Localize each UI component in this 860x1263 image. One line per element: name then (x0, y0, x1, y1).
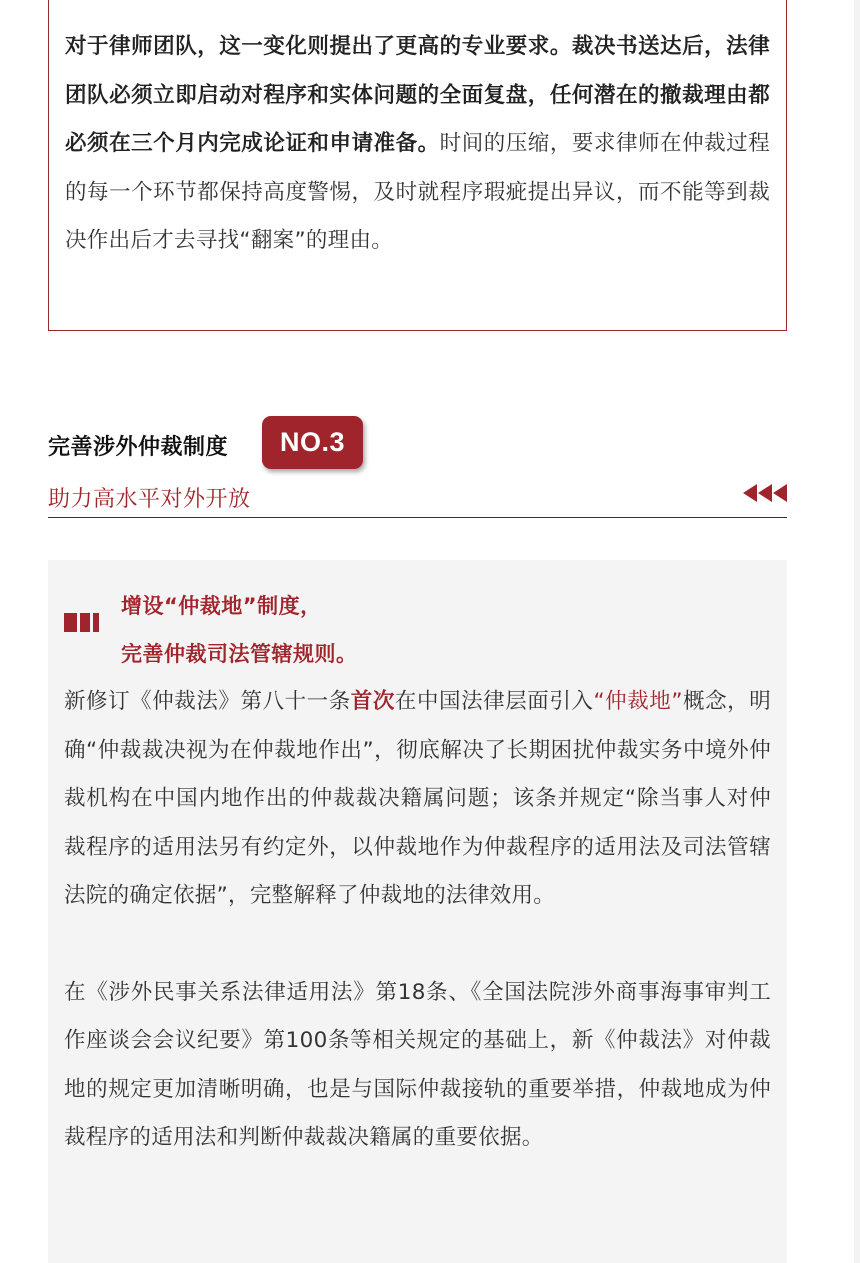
para1-highlight-bold: 首次 (350, 689, 395, 714)
body-paragraph-1 (64, 678, 771, 921)
quote-card (48, 0, 787, 331)
body-paragraph-2: 在《涉外民事关系法律适用法》第18条、《全国法院涉外商事海事审判工作座谈会会议纪要》第100条等相关规定的基础上，新《仲裁法》对仲裁地的规定更加清晰明确，也是与国际仲裁接轨的重要举措，仲裁地成为仲裁程序的适用法和判断仲裁裁决籍属的重要依据。 (64, 979, 771, 1150)
section-heading (48, 412, 787, 518)
para1-text-start: 新修订《仲裁法》第八十一条 (64, 689, 351, 714)
card-subheading (64, 580, 771, 678)
quote-regular-text: 时间的压缩，要求律师在仲裁过程的每一个环节都保持高度警惕，及时就程序瑕疵提出异议，而不能等到裁决作出后才去寻找“翻案”的理由。 (65, 131, 770, 253)
content-card (48, 560, 787, 1263)
section-divider (48, 517, 787, 518)
subheading-line-2: 完善仲裁司法管辖规则。 (121, 642, 358, 666)
quote-paragraph (65, 23, 770, 266)
para1-text-end: 概念，明确“仲裁裁决视为在仲裁地作出”，彻底解决了长期困扰仲裁实务中境外仲裁机构在中国内地作出的仲裁裁决籍属问题；该条并规定“除当事人对仲裁程序的适用法另有约定外，以仲裁地作为仲裁程序的适用法及司法管辖法院的确定依据”，完整解释了仲裁地的法律效用。 (64, 689, 772, 908)
para1-text-middle: 在中国法律层面引入 (394, 689, 594, 714)
section-number-badge: NO.3 (262, 416, 363, 469)
para1-highlight-term: “仲裁地” (593, 689, 683, 714)
section-subtitle: 助力高水平对外开放 (48, 487, 251, 512)
subheading-line-1: 增设“仲裁地”制度， (121, 594, 322, 618)
quote-bold-text: 对于律师团队，这一变化则提出了更高的专业要求。裁决书送达后，法律团队必须立即启动对程序和实体问题的全面复盘，任何潜在的撤裁理由都必须在三个月内完成论证和申请准备。 (65, 34, 770, 156)
scrollbar[interactable] (854, 0, 860, 1263)
triple-left-arrow-icon (743, 484, 787, 502)
three-bars-icon (64, 613, 99, 632)
paragraph-spacer (64, 921, 771, 969)
subheading-text (121, 582, 358, 678)
section-title: 完善涉外仲裁制度 (48, 435, 229, 460)
